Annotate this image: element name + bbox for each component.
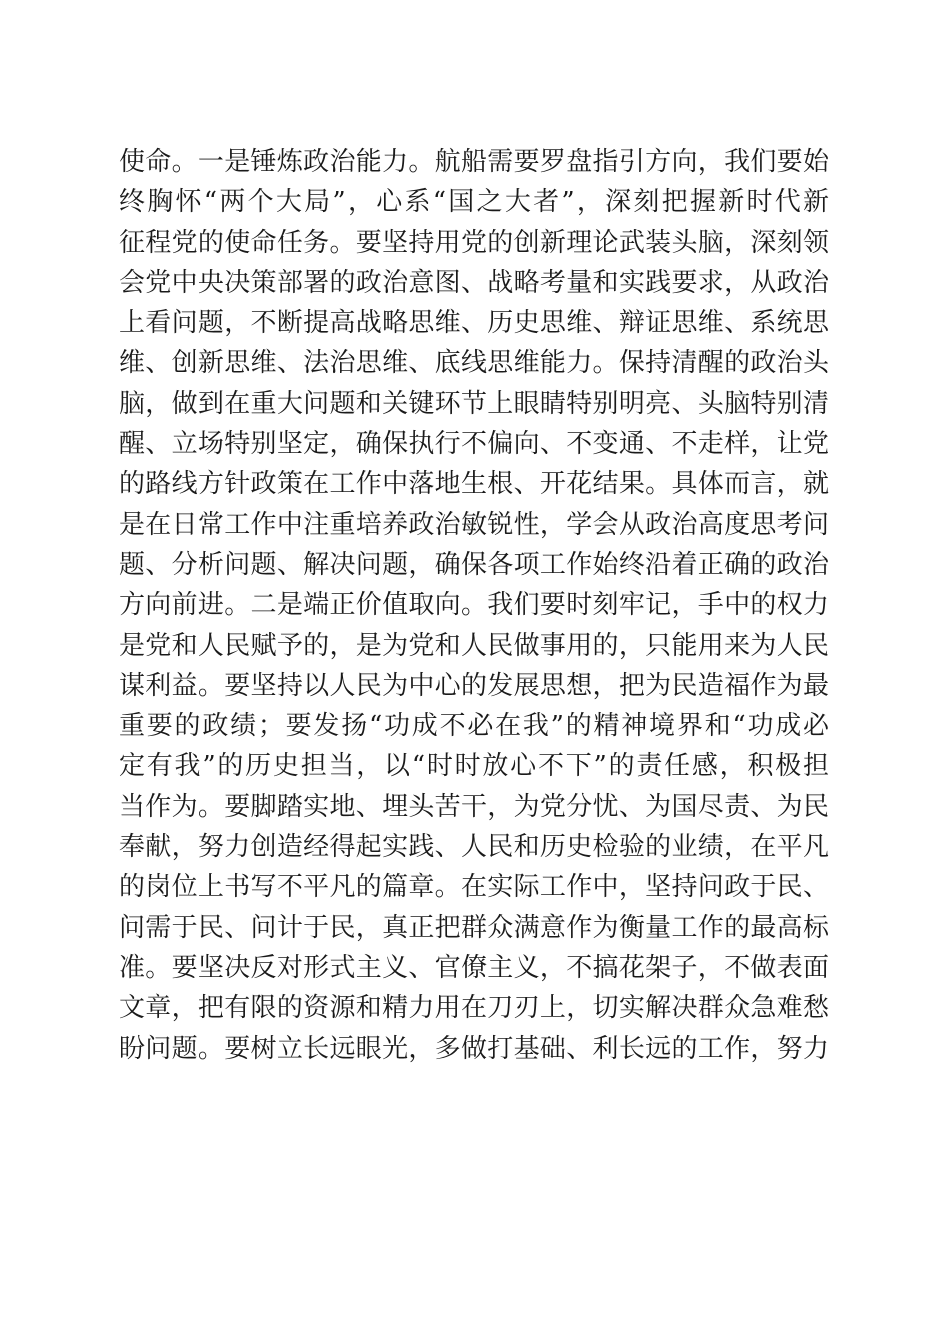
text-line: 是在日常工作中注重培养政治敏锐性，学会从政治高度思考问 bbox=[119, 509, 829, 540]
text-line: 定有我”的历史担当，以“时时放心不下”的责任感，积极担 bbox=[119, 751, 829, 782]
text-line: 上看问题，不断提高战略思维、历史思维、辩证思维、系统思 bbox=[119, 308, 829, 339]
text-line: 题、分析问题、解决问题，确保各项工作始终沿着正确的政治 bbox=[119, 549, 829, 580]
text-line: 当作为。要脚踏实地、埋头苦干，为党分忧、为国尽责、为民 bbox=[119, 791, 829, 822]
text-line: 方向前进。二是端正价值取向。我们要时刻牢记，手中的权力 bbox=[119, 590, 829, 621]
text-line: 问需于民、问计于民，真正把群众满意作为衡量工作的最高标 bbox=[119, 912, 829, 943]
text-line: 终胸怀“两个大局”，心系“国之大者”，深刻把握新时代新 bbox=[119, 187, 829, 218]
text-line: 奉献，努力创造经得起实践、人民和历史检验的业绩，在平凡 bbox=[119, 832, 829, 863]
text-line: 的岗位上书写不平凡的篇章。在实际工作中，坚持问政于民、 bbox=[119, 872, 829, 903]
text-line: 使命。一是锤炼政治能力。航船需要罗盘指引方向，我们要始 bbox=[119, 147, 829, 177]
text-line: 的路线方针政策在工作中落地生根、开花结果。具体而言，就 bbox=[119, 469, 829, 500]
text-line: 维、创新思维、法治思维、底线思维能力。保持清醒的政治头 bbox=[119, 348, 829, 379]
text-line: 谋利益。要坚持以人民为中心的发展思想，把为民造福作为最 bbox=[119, 670, 829, 701]
text-line: 醒、立场特别坚定，确保执行不偏向、不变通、不走样，让党 bbox=[119, 429, 829, 460]
text-line: 重要的政绩；要发扬“功成不必在我”的精神境界和“功成必 bbox=[119, 711, 829, 742]
body-paragraph bbox=[119, 142, 829, 1069]
text-line: 文章，把有限的资源和精力用在刀刃上，切实解决群众急难愁 bbox=[119, 993, 829, 1024]
text-line: 准。要坚决反对形式主义、官僚主义，不搞花架子，不做表面 bbox=[119, 952, 829, 983]
text-line: 盼问题。要树立长远眼光，多做打基础、利长远的工作，努力 bbox=[119, 1033, 829, 1064]
text-line: 是党和人民赋予的，是为党和人民做事用的，只能用来为人民 bbox=[119, 630, 829, 661]
text-line: 征程党的使命任务。要坚持用党的创新理论武装头脑，深刻领 bbox=[119, 227, 829, 258]
text-line: 会党中央决策部署的政治意图、战略考量和实践要求，从政治 bbox=[119, 267, 829, 298]
text-line: 脑，做到在重大问题和关键环节上眼睛特别明亮、头脑特别清 bbox=[119, 388, 829, 419]
